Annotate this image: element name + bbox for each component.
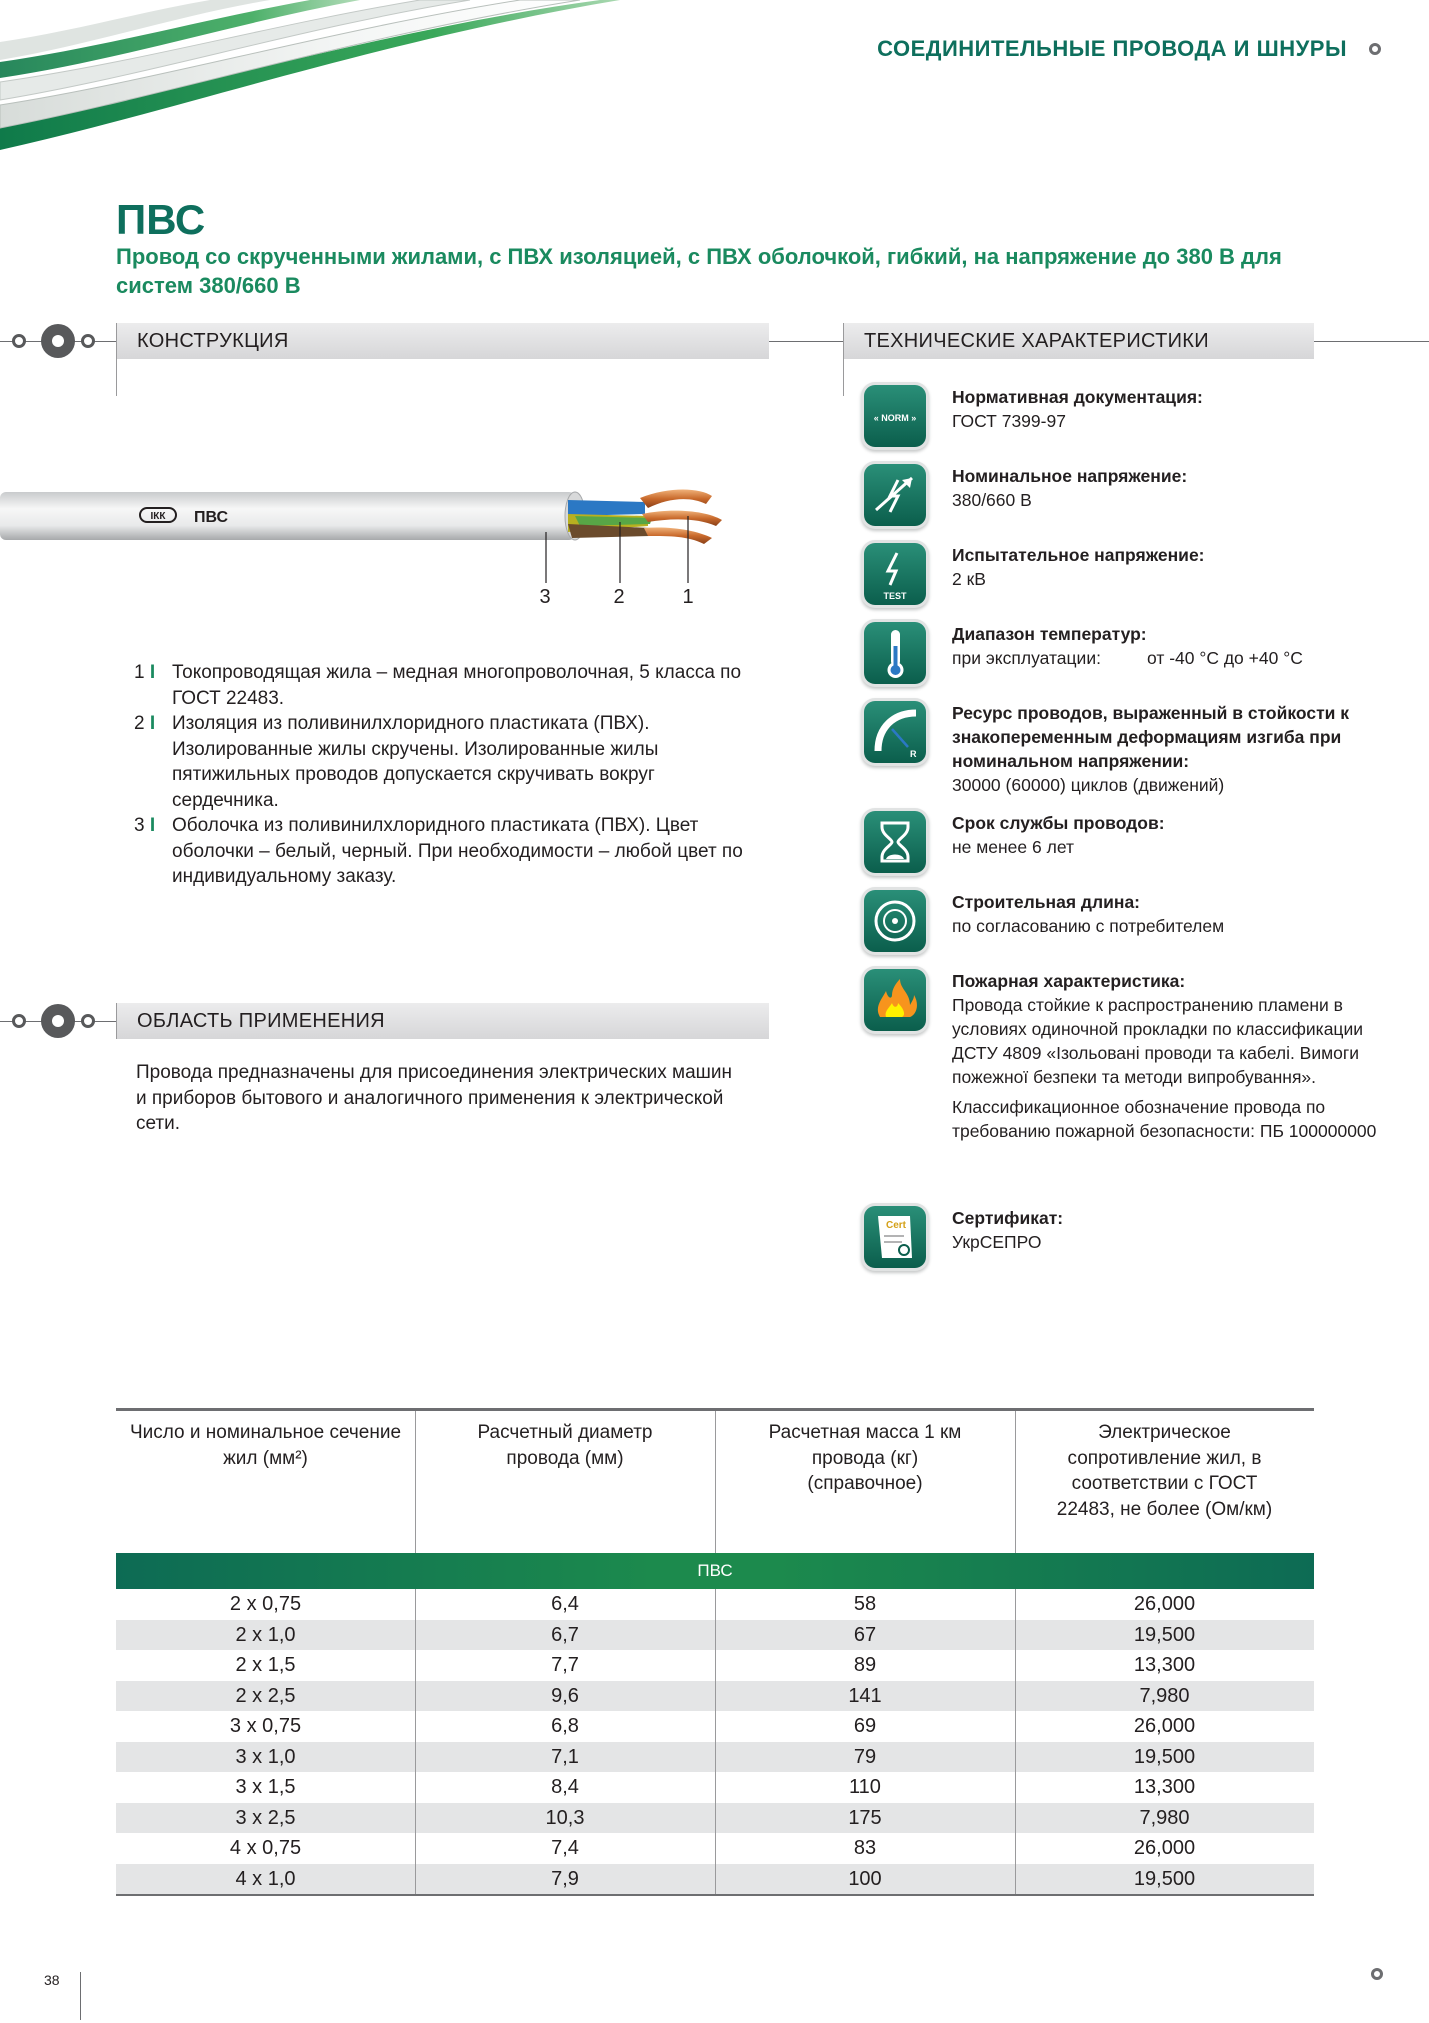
column-divider: [715, 1803, 716, 1834]
svg-text:TEST: TEST: [883, 591, 907, 601]
voltage-icon: [864, 464, 926, 526]
copper-conductor: [644, 527, 712, 544]
callout-number-3: 3: [539, 586, 551, 608]
column-divider: [715, 1411, 716, 1553]
table-row: [116, 1803, 1314, 1834]
column-divider: [415, 1681, 416, 1712]
section-connector-line: [769, 341, 843, 342]
column-divider: [415, 1650, 416, 1681]
table-row: [116, 1864, 1314, 1895]
table-row: [116, 1833, 1314, 1864]
column-divider: [715, 1711, 716, 1742]
column-divider: [1015, 1650, 1016, 1681]
table-cell: 7,9: [551, 1867, 579, 1890]
table-cell: 9,6: [551, 1684, 579, 1707]
spec-label: Испытательное напряжение:: [952, 545, 1205, 565]
table-cell: 2 x 1,5: [235, 1654, 296, 1676]
table-row: [116, 1589, 1314, 1620]
table-cell: 3 x 1,5: [235, 1776, 296, 1798]
small-circle-icon: [12, 1014, 26, 1028]
item-text: Токопроводящая жила – медная многопроволочная, 5 класса по ГОСТ 22483.: [172, 662, 742, 709]
table-header-cell: Электрическое сопротивление жил, в соответствии с ГОСТ 22483, не более (Ом/км): [1056, 1422, 1273, 1520]
column-divider: [715, 1864, 716, 1895]
norm-icon: [864, 385, 926, 447]
table-cell: 83: [853, 1837, 877, 1859]
table-cell: 7,1: [551, 1745, 579, 1768]
spec-value: УкрСЕПРО: [952, 1232, 1042, 1252]
application-heading: ОБЛАСТЬ ПРИМЕНЕНИЯ: [117, 1003, 769, 1039]
thermometer-icon: [864, 622, 926, 684]
table-cell: 110: [849, 1776, 881, 1798]
construction-heading: КОНСТРУКЦИЯ: [117, 323, 769, 359]
column-divider: [415, 1833, 416, 1864]
product-title: ПВС: [116, 196, 206, 243]
table-cell: 7,980: [1139, 1684, 1190, 1707]
column-divider: [415, 1411, 416, 1553]
table-cell: 13,300: [1133, 1654, 1196, 1676]
spec-value: Провода стойкие к распространению пламени в условиях одиночной прокладки по классификации ДСТУ 4809 «Ізольовані проводи та кабелі. Вимоги пожежної безпеки та методи випробування».: [952, 995, 1364, 1087]
column-divider: [1015, 1742, 1016, 1773]
product-subtitle: Провод со скрученными жилами, с ПВХ изоляцией, с ПВХ оболочкой, гибкий, на напряжение до 380 В для систем 380/660 В: [116, 244, 1282, 298]
column-divider: [415, 1864, 416, 1895]
column-divider: [715, 1650, 716, 1681]
page-number: 38: [44, 1972, 60, 1988]
table-cell: 4 x 1,0: [235, 1867, 296, 1890]
construction-item: [134, 813, 754, 890]
table-cell: 13,300: [1133, 1776, 1196, 1798]
drum-icon: [864, 890, 926, 952]
column-divider: [1015, 1772, 1016, 1803]
table-cell: 69: [853, 1715, 877, 1737]
table-cell: 100: [848, 1867, 882, 1890]
test-voltage-icon: [864, 543, 926, 605]
svg-text:« NORM »: « NORM »: [873, 413, 917, 423]
table-cell: 26,000: [1133, 1837, 1196, 1859]
small-circle-icon: [81, 1014, 95, 1028]
spec-value: от -40 °С до +40 °С: [1146, 648, 1303, 668]
item-separator: I: [149, 815, 156, 836]
column-divider: [715, 1620, 716, 1651]
cable-illustration: [0, 480, 740, 610]
table-bottom-rule: [116, 1894, 1314, 1896]
column-divider: [715, 1742, 716, 1773]
column-divider: [715, 1833, 716, 1864]
column-divider: [415, 1711, 416, 1742]
spec-label: Диапазон температур:: [952, 624, 1147, 644]
small-circle-icon: [81, 334, 95, 348]
column-divider: [1015, 1681, 1016, 1712]
column-divider: [715, 1681, 716, 1712]
column-divider: [1015, 1833, 1016, 1864]
item-number: 3: [134, 815, 145, 836]
cable-marking-text: ПВС: [194, 509, 228, 526]
table-cell: 7,980: [1139, 1806, 1190, 1829]
hourglass-icon: [864, 811, 926, 873]
table-cell: 6,7: [551, 1623, 579, 1646]
certificate-icon: [864, 1206, 926, 1268]
table-row: [116, 1650, 1314, 1681]
table-cell: 6,4: [551, 1593, 579, 1615]
table-header-cell: Число и номинальное сечение жил (мм²): [129, 1422, 402, 1469]
spec-label: Номинальное напряжение:: [952, 466, 1188, 486]
table-header-cell: Расчетный диаметр провода (мм): [477, 1422, 653, 1469]
table-cell: 19,500: [1133, 1623, 1196, 1646]
table-row: [116, 1711, 1314, 1742]
spec-value: ГОСТ 7399-97: [952, 411, 1066, 431]
svg-text:R: R: [910, 749, 917, 759]
spec-value-extra: Классификационное обозначение провода по требованию пожарной безопасности: ПБ 100000000: [952, 1097, 1377, 1141]
table-row: [116, 1681, 1314, 1712]
table-cell: 175: [848, 1806, 882, 1829]
section-title: СОЕДИНИТЕЛЬНЫЕ ПРОВОДА И ШНУРЫ: [877, 36, 1347, 61]
spec-label: Пожарная характеристика:: [952, 971, 1186, 991]
column-divider: [415, 1589, 416, 1620]
spec-label: Нормативная документация:: [952, 387, 1203, 407]
spec-label: Сертификат:: [952, 1208, 1064, 1228]
table-cell: 3 x 2,5: [235, 1806, 296, 1829]
table-cell: 7,7: [551, 1654, 579, 1676]
table-cell: 141: [848, 1684, 882, 1707]
spec-label: Срок службы проводов:: [952, 813, 1165, 833]
spec-value: 30000 (60000) циклов (движений): [952, 775, 1225, 795]
column-divider: [1015, 1711, 1016, 1742]
table-cell: 3 x 1,0: [235, 1745, 296, 1768]
column-divider: [1015, 1803, 1016, 1834]
copper-conductor: [642, 511, 722, 526]
specs-heading: ТЕХНИЧЕСКИЕ ХАРАКТЕРИСТИКИ: [844, 323, 1314, 359]
table-cell: 26,000: [1133, 1593, 1196, 1615]
table-cell: 58: [853, 1593, 877, 1615]
construction-item: [134, 660, 754, 711]
table-cell: 6,8: [551, 1715, 579, 1737]
column-divider: [1015, 1864, 1016, 1895]
application-text: Провода предназначены для присоединения электрических машин и приборов бытового и аналогичного применения к электрической сети.: [136, 1062, 732, 1134]
column-divider: [415, 1742, 416, 1773]
column-divider: [415, 1772, 416, 1803]
item-number: 1: [134, 662, 145, 683]
section-connector-line: [1314, 341, 1429, 342]
header-cable-graphic: [0, 0, 620, 160]
construction-item: [134, 711, 754, 813]
table-cell: 89: [853, 1654, 877, 1676]
table-row: [116, 1620, 1314, 1651]
column-divider: [715, 1772, 716, 1803]
fire-icon: [864, 969, 926, 1031]
cable-sheath: [0, 492, 575, 540]
table-cell: 2 x 2,5: [235, 1684, 296, 1707]
construction-list: [134, 660, 754, 890]
item-text: Изоляция из поливинилхлоридного пластиката (ПВХ). Изолированные жилы скручены. Изолированные жилы пятижильных проводов допускается скручивать вокруг сердечника.: [172, 713, 659, 811]
big-circle-icon: [41, 1004, 75, 1038]
footer-bullet-icon: [1371, 1968, 1383, 1980]
table-cell: 26,000: [1133, 1715, 1196, 1737]
table-cell: 10,3: [545, 1806, 585, 1829]
column-divider: [1015, 1411, 1016, 1553]
small-circle-icon: [12, 334, 26, 348]
table-cell: 8,4: [551, 1776, 579, 1798]
column-divider: [715, 1589, 716, 1620]
spec-value: 380/660 В: [952, 490, 1032, 510]
svg-text:Cert: Cert: [886, 1220, 907, 1231]
table-header-cell: Расчетная масса 1 км провода (кг) (справочное): [768, 1422, 962, 1494]
spec-value: 2 кВ: [952, 569, 986, 589]
table-cell: 79: [853, 1745, 877, 1768]
footer-divider: [80, 1972, 81, 2020]
table-cell: 19,500: [1133, 1867, 1196, 1890]
big-circle-icon: [41, 324, 75, 358]
callout-number-2: 2: [613, 586, 625, 608]
spec-value: не менее 6 лет: [952, 837, 1074, 857]
column-divider: [415, 1803, 416, 1834]
column-divider: [415, 1620, 416, 1651]
spec-value-label: при эксплуатации:: [952, 648, 1101, 668]
spec-label: Строительная длина:: [952, 892, 1141, 912]
copper-conductor: [640, 490, 712, 509]
table-row: [116, 1772, 1314, 1803]
table-cell: 2 x 1,0: [235, 1623, 296, 1646]
table-cell: 7,4: [551, 1837, 579, 1859]
item-number: 2: [134, 713, 145, 734]
column-divider: [1015, 1589, 1016, 1620]
table-cell: 4 x 0,75: [229, 1837, 302, 1859]
callout-number-1: 1: [682, 586, 694, 608]
item-separator: I: [149, 662, 156, 683]
cable-brand-text: ІКК: [150, 511, 166, 522]
table-cell: 3 x 0,75: [229, 1715, 302, 1737]
spec-value: по согласованию с потребителем: [952, 916, 1225, 936]
table-cell: 2 x 0,75: [229, 1593, 302, 1615]
column-divider: [1015, 1620, 1016, 1651]
table-cell: 19,500: [1133, 1745, 1196, 1768]
header-bullet-icon: [1369, 43, 1381, 55]
bend-icon: [864, 701, 926, 763]
item-text: Оболочка из поливинилхлоридного пластиката (ПВХ). Цвет оболочки – белый, черный. При необходимости – любой цвет по индивидуальному заказу.: [172, 815, 743, 887]
table-group-row: ПВС: [116, 1553, 1314, 1589]
blue-core: [568, 500, 645, 516]
table-cell: 67: [853, 1623, 877, 1646]
spec-label: Ресурс проводов, выраженный в стойкости к знакопеременным деформациям изгиба при номинальном напряжении:: [952, 703, 1350, 771]
item-separator: I: [149, 713, 156, 734]
table-row: [116, 1742, 1314, 1773]
